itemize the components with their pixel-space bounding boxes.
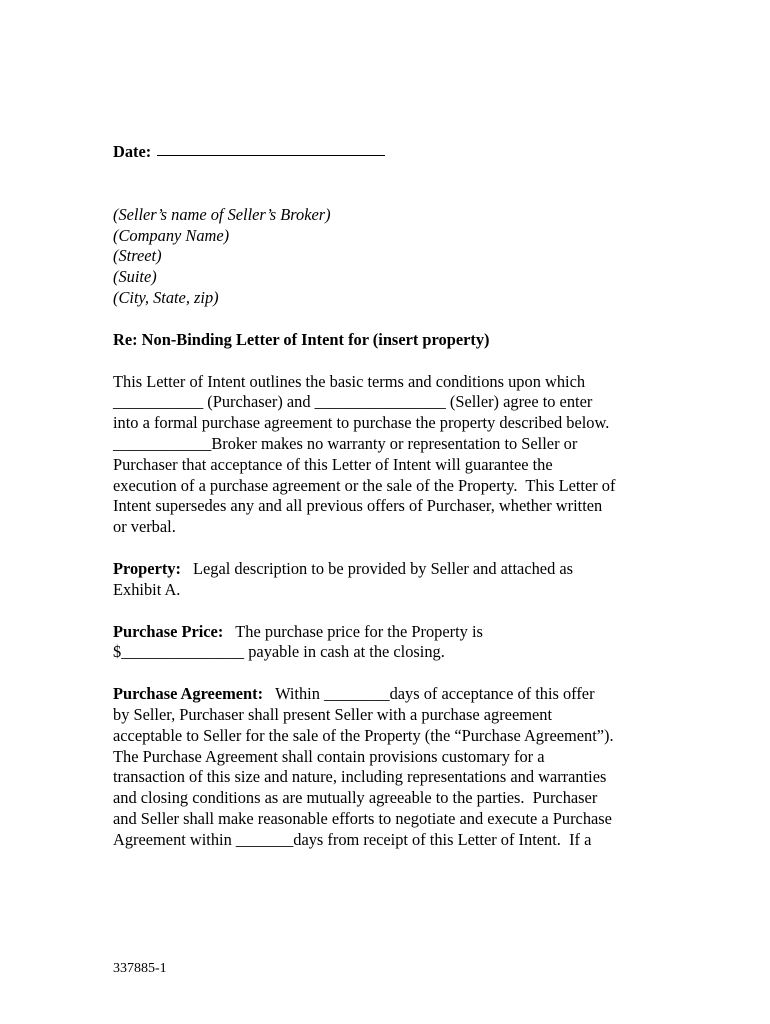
property-text-cont: Exhibit A. (113, 579, 181, 599)
subject-line: Re: Non-Binding Letter of Intent for (insert property) (113, 329, 490, 349)
intro-line: Purchaser that acceptance of this Letter of Intent will guarantee the (113, 454, 553, 474)
purchase-agreement-line: The Purchase Agreement shall contain provisions customary for a (113, 746, 545, 766)
purchase-price-section (113, 622, 663, 664)
purchase-agreement-label: Purchase Agreement: (113, 684, 264, 704)
intro-paragraph (113, 372, 663, 538)
property-text: Legal description to be provided by Seller and attached as (192, 558, 574, 578)
intro-line: This Letter of Intent outlines the basic terms and conditions upon which (113, 371, 586, 391)
purchase-agreement-section (113, 684, 663, 850)
intro-line: execution of a purchase agreement or the sale of the Property. This Letter of (113, 475, 616, 495)
address-line: (Street) (113, 246, 162, 266)
purchase-agreement-line: by Seller, Purchaser shall present Seller with a purchase agreement (113, 704, 553, 724)
date-line (113, 141, 663, 163)
intro-line: or verbal. (113, 517, 176, 537)
date-label: Date: (113, 142, 152, 161)
property-label: Property: (113, 558, 181, 578)
address-line: (Suite) (113, 267, 157, 287)
address-line: (Seller’s name of Seller’s Broker) (113, 204, 331, 224)
purchase-price-amount: $_______________ payable in cash at the closing. (113, 642, 445, 662)
purchase-agreement-text: Within ________days of acceptance of this offer (275, 684, 595, 704)
purchase-agreement-line: Agreement within _______days from receipt of this Letter of Intent. If a (113, 829, 592, 849)
purchase-price-label: Purchase Price: (113, 621, 224, 641)
purchase-agreement-line: and closing conditions as are mutually agreeable to the parties. Purchaser (113, 788, 598, 808)
address-block (113, 205, 663, 309)
intro-line: ___________ (Purchaser) and ________________ (Seller) agree to enter (113, 392, 593, 412)
purchase-agreement-line: acceptable to Seller for the sale of the Property (the “Purchase Agreement”). (113, 725, 614, 745)
purchase-price-text: The purchase price for the Property is (235, 621, 483, 641)
intro-line: Intent supersedes any and all previous offers of Purchaser, whether written (113, 496, 603, 516)
property-section (113, 559, 663, 601)
address-line: (City, State, zip) (113, 287, 219, 307)
document-number: 337885-1 (113, 961, 167, 976)
purchase-agreement-line: transaction of this size and nature, including representations and warranties (113, 767, 607, 787)
purchase-agreement-line: and Seller shall make reasonable efforts to negotiate and execute a Purchase (113, 808, 612, 828)
letter-body (113, 141, 663, 851)
intro-line: ____________Broker makes no warranty or representation to Seller or (113, 433, 578, 453)
date-blank-field[interactable] (157, 140, 385, 156)
intro-line: into a formal purchase agreement to purchase the property described below. (113, 413, 610, 433)
address-line: (Company Name) (113, 225, 230, 245)
